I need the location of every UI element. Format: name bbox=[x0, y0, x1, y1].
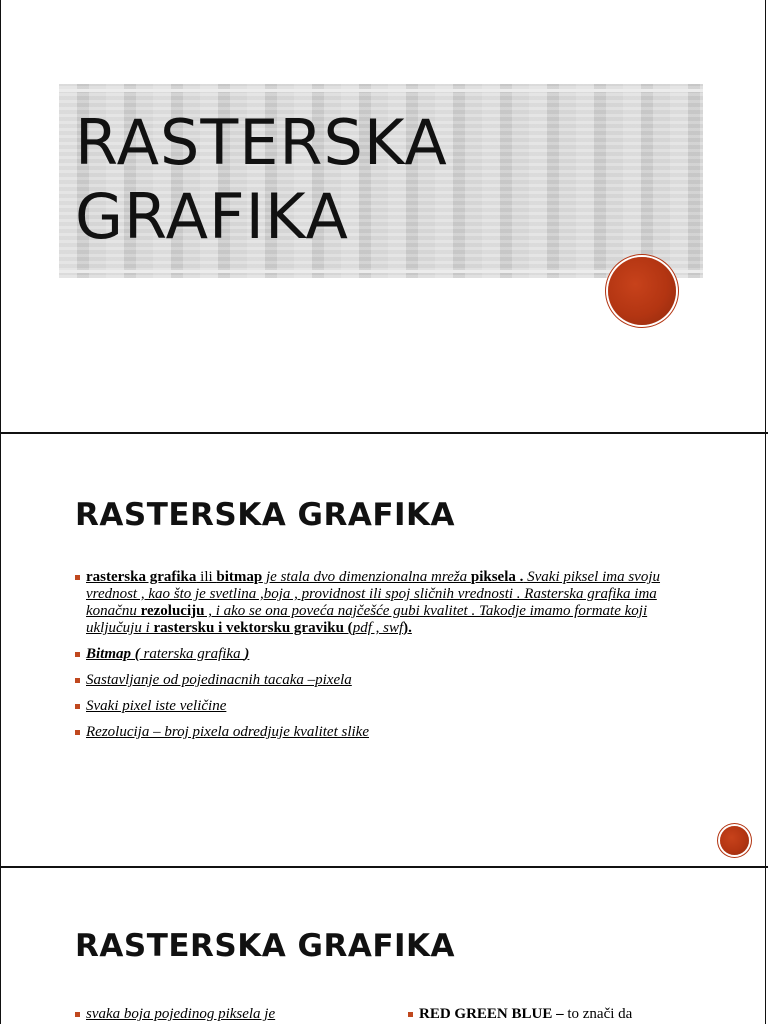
text-segment: ). bbox=[403, 620, 412, 636]
slide-3 bbox=[0, 868, 766, 1024]
term-rastersku-vektorsku: rastersku i vektorsku graviku ( bbox=[153, 620, 353, 636]
text-segment: pdf , swf bbox=[352, 620, 404, 636]
list-item: Svaki pixel iste veličine bbox=[75, 698, 705, 715]
text-segment: ) bbox=[244, 646, 250, 662]
slide-heading: RASTERSKA GRAFIKA bbox=[75, 928, 456, 964]
list-item: svaka boja pojedinog piksela je bbox=[86, 1006, 386, 1023]
title-line-2: GRAFIKA bbox=[75, 180, 349, 253]
bullet-list bbox=[75, 569, 705, 750]
term-bitmap: Bitmap ( bbox=[86, 646, 140, 662]
list-item bbox=[419, 1006, 719, 1023]
text-segment: raterska grafika bbox=[139, 646, 245, 662]
text-segment: to znači da bbox=[563, 1006, 633, 1022]
decorative-circle-icon bbox=[720, 826, 749, 855]
text-segment: ili bbox=[196, 569, 217, 585]
list-item bbox=[75, 569, 705, 637]
slide-2 bbox=[0, 434, 766, 866]
term-rgb: RED GREEN BLUE – bbox=[419, 1006, 564, 1022]
slide-heading: RASTERSKA GRAFIKA bbox=[75, 497, 456, 533]
term-bitmap: bitmap bbox=[216, 569, 263, 585]
text-segment: Svaki piksel ima svoju vrednost , kao što je svetlina ,boja , providnost ili spoj sličnih vrednosti . Rasterska grafika ima konačnu bbox=[86, 569, 661, 619]
page-title bbox=[75, 106, 448, 254]
title-line-1: RASTERSKA bbox=[75, 106, 448, 179]
term-rasterska-grafika: rasterska grafika bbox=[86, 569, 197, 585]
term-piksela: piksela . bbox=[470, 569, 524, 585]
slide-1 bbox=[0, 0, 766, 433]
decorative-circle-icon bbox=[608, 257, 676, 325]
list-item bbox=[75, 646, 705, 663]
text-segment: , i ako se ona poveća najčešće gubi kvalitet . Takodje imamo formate koji uključuju i bbox=[86, 603, 648, 636]
term-rezoluciju: rezoluciju bbox=[140, 603, 205, 619]
list-item: Rezolucija – broj pixela odredjuje kvalitet slike bbox=[75, 724, 705, 741]
text-segment: je stala dvo dimenzionalna mreža bbox=[262, 569, 471, 585]
list-item: Sastavljanje od pojedinacnih tacaka –pixela bbox=[75, 672, 705, 689]
